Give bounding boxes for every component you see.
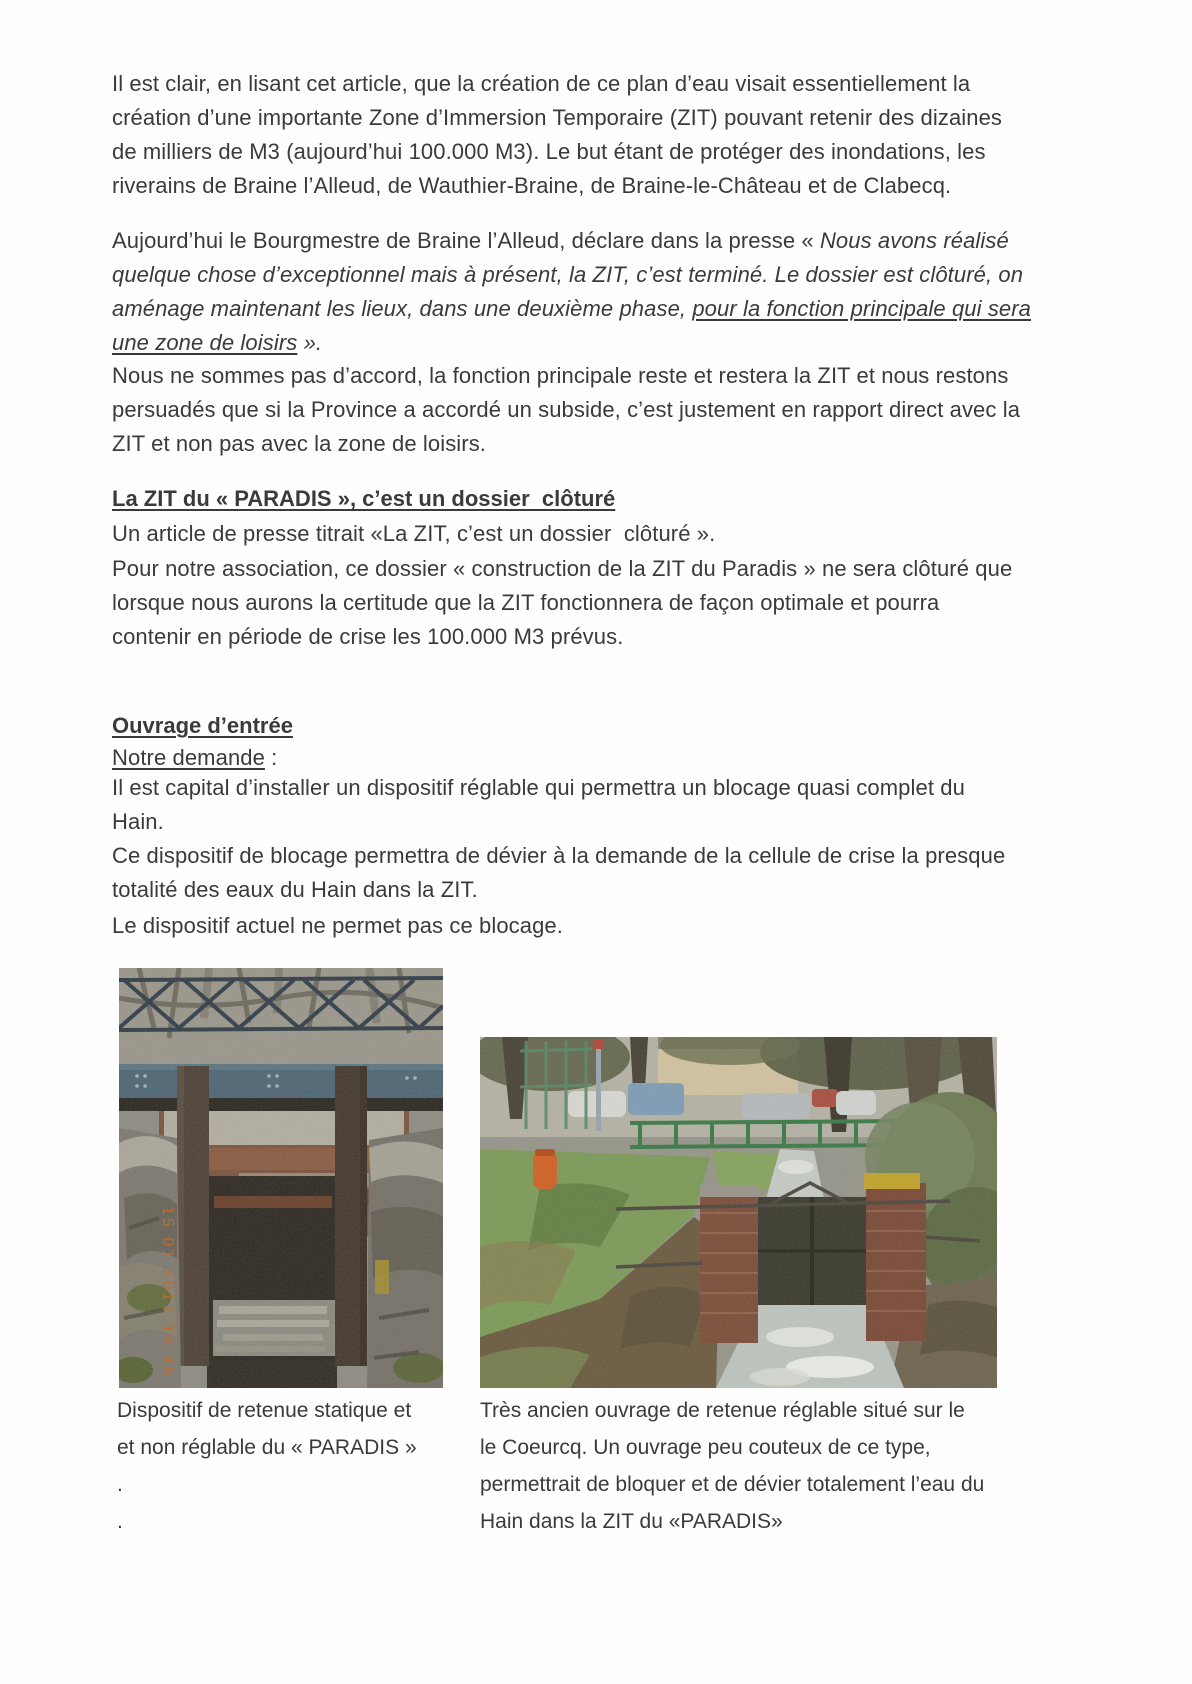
paragraph-demande — [112, 741, 277, 775]
caption-photo-left — [117, 1392, 417, 1540]
paragraph-blocage — [112, 839, 1005, 907]
paragraph-actuel — [112, 909, 563, 943]
caption-line: Hain dans la ZIT du «PARADIS» — [480, 1510, 783, 1533]
text-line: ZIT et non pas avec la zone de loisirs. — [112, 431, 487, 456]
photo-timestamp: 15 01 2017 14:48 — [159, 1206, 176, 1379]
section-heading: Ouvrage d’entrée — [112, 713, 293, 738]
caption-line: . — [117, 1473, 123, 1496]
text-line: Un article de presse titrait «La ZIT, c’est un dossier clôturé ». — [112, 521, 716, 546]
text-line: création d’une importante Zone d’Immersion Temporaire (ZIT) pouvant retenir des dizaines — [112, 105, 1003, 130]
caption-line: le Coeurcq. Un ouvrage peu couteux de ce type, — [480, 1436, 931, 1459]
photo-static-retention-device — [119, 968, 443, 1388]
paragraph-capital — [112, 771, 965, 839]
text-line: lorsque nous aurons la certitude que la ZIT fonctionnera de façon optimale et pourra — [112, 590, 940, 615]
text-line — [112, 326, 1031, 360]
quote-lead: Aujourd’hui le Bourgmestre de Braine l’Alleud, déclare dans la presse « — [112, 228, 820, 253]
text-line — [112, 741, 277, 775]
demande-colon: : — [264, 745, 278, 770]
quote-italic-start: Nous avons réalisé — [819, 228, 1009, 253]
demande-label: Notre demande — [112, 745, 265, 770]
text-line: Il est clair, en lisant cet article, que la création de ce plan d’eau visait essentiellement la — [112, 71, 971, 96]
paragraph-disagreement — [112, 359, 1020, 461]
text-line: de milliers de M3 (aujourd’hui 100.000 M3). Le but étant de protéger des inondations, les — [112, 139, 986, 164]
caption-line: Très ancien ouvrage de retenue réglable situé sur le — [480, 1399, 965, 1422]
text-line — [112, 292, 1031, 326]
text-line: Le dispositif actuel ne permet pas ce blocage. — [112, 913, 563, 938]
text-line: Il est capital d’installer un dispositif réglable qui permettra un blocage quasi complet du — [112, 775, 965, 800]
caption-line: et non réglable du « PARADIS » — [117, 1436, 417, 1459]
heading-ouvrage-entree — [112, 709, 293, 743]
caption-line: . — [117, 1510, 123, 1533]
heading-dossier-cloture — [112, 482, 615, 516]
paragraph-press — [112, 517, 715, 551]
text-line: riverains de Braine l’Alleud, de Wauthier-Braine, de Braine-le-Château et de Clabecq. — [112, 173, 952, 198]
text-line: persuadés que si la Province a accordé un subside, c’est justement en rapport direct avec la — [112, 397, 1021, 422]
text-line: Nous ne sommes pas d’accord, la fonction principale reste et restera la ZIT et nous restons — [112, 363, 1009, 388]
quote-underlined: pour la fonction principale qui sera — [692, 296, 1032, 321]
text-line: Ce dispositif de blocage permettra de dévier à la demande de la cellule de crise la presque — [112, 843, 1006, 868]
quote-underlined: une zone de loisirs — [112, 330, 298, 355]
text-line: quelque chose d’exceptionnel mais à présent, la ZIT, c’est terminé. Le dossier est clôturé, on — [112, 262, 1024, 287]
text-line — [112, 224, 1031, 258]
quote-italic: aménage maintenant les lieux, dans une deuxième phase, — [112, 296, 693, 321]
quote-tail: ». — [297, 330, 323, 355]
paragraph-association — [112, 552, 1012, 654]
caption-photo-right — [480, 1392, 984, 1540]
caption-line: permettrait de bloquer et de dévier totalement l’eau du — [480, 1473, 985, 1496]
paragraph-intro — [112, 67, 1002, 203]
caption-line: Dispositif de retenue statique et — [117, 1399, 412, 1422]
text-line: totalité des eaux du Hain dans la ZIT. — [112, 877, 478, 902]
photo-adjustable-retention-structure — [480, 1037, 997, 1388]
section-heading: La ZIT du « PARADIS », c’est un dossier clôturé — [112, 486, 616, 511]
text-line: Hain. — [112, 809, 164, 834]
text-line: contenir en période de crise les 100.000 M3 prévus. — [112, 624, 624, 649]
paragraph-quote — [112, 224, 1031, 360]
text-line: Pour notre association, ce dossier « construction de la ZIT du Paradis » ne sera clôturé que — [112, 556, 1013, 581]
